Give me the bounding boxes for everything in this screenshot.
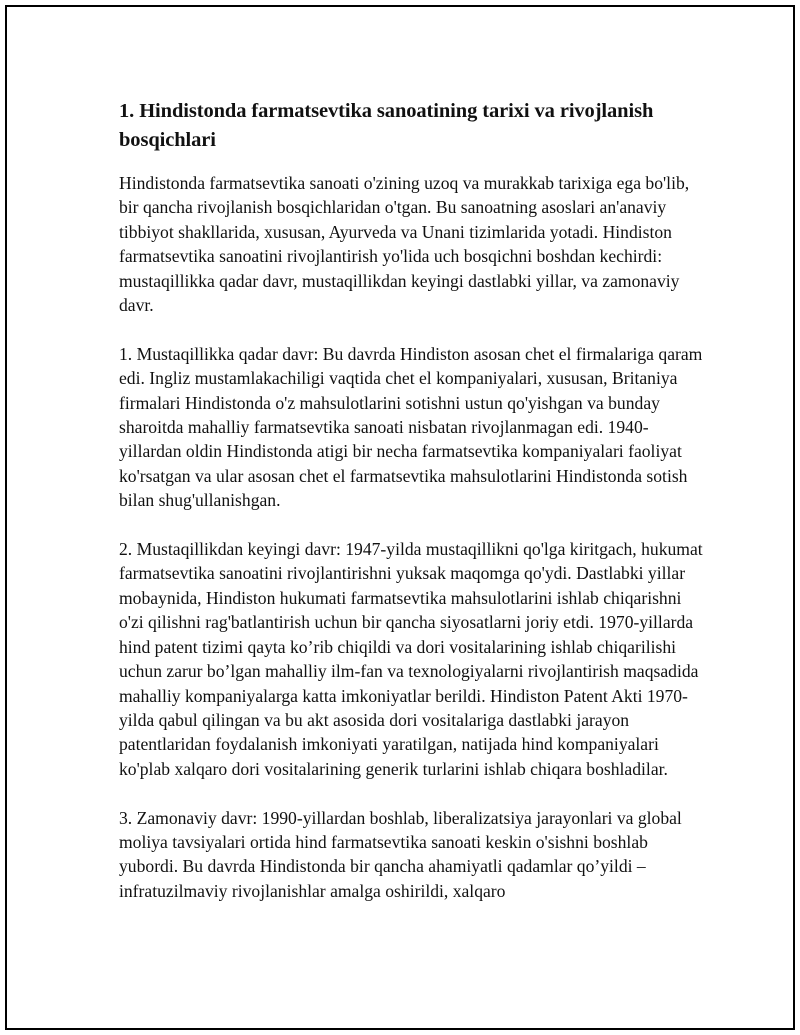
page-frame [5,5,795,1030]
post-independence-paragraph: 2. Mustaqillikdan keyingi davr: 1947-yilda mustaqillikni qo'lga kiritgach, hukumat farmatsevtika sanoatini rivojlantirishni yuksak maqomga qo'ydi. Dastlabki yillar mobaynida, Hindiston hukumati farmatsevtika mahsulotlarini ishlab chiqarishni o'zi qilishni rag'batlantirish uchun bir qancha siyosatlarni joriy etdi. 1970-yillarda hind patent tizimi qayta ko’rib chiqildi va dori vositalarining ishlab chiqarilishi uchun zarur bo’lgan mahalliy ilm-fan va texnologiyalarni rivojlantirish maqsadida mahalliy kompaniyalarga katta imkoniyatlar berildi. Hindiston Patent Akti 1970-yilda qabul qilingan va bu akt asosida dori vositalariga dastlabki jarayon patentlaridan foydalanish imkoniyati yaratilgan, natijada hind kompaniyalari ko'plab xalqaro dori vositalarining generik turlarini ishlab chiqara boshladilar. [119,539,703,779]
document-body [119,97,709,903]
section-title: 1. Hindistonda farmatsevtika sanoatining tarixi va rivojlanish bosqichlari [119,100,654,151]
intro-paragraph: Hindistonda farmatsevtika sanoati o'zining uzoq va murakkab tarixiga ega bo'lib, bir qancha rivojlanish bosqichlaridan o'tgan. Bu sanoatning asoslari an'anaviy tibbiyot shakllarida, xususan, Ayurveda va Unani tizimlarida yotadi. Hindiston farmatsevtika sanoatini rivojlantirish yo'lida uch bosqichni boshdan kechirdi: mustaqillikka qadar davr, mustaqillikdan keyingi dastlabki yillar, va zamonaviy davr. [119,173,690,316]
modern-period-paragraph: 3. Zamonaviy davr: 1990-yillardan boshlab, liberalizatsiya jarayonlari va global moliya tavsiyalari ortida hind farmatsevtika sanoati keskin o'sishni boshlab yubordi. Bu davrda Hindistonda bir qancha ahamiyatli qadamlar qo’yildi – infratuzilmaviy rivojlanishlar amalga oshirildi, xalqaro [119,807,682,901]
pre-independence-paragraph: 1. Mustaqillikka qadar davr: Bu davrda Hindiston asosan chet el firmalariga qaram edi. Ingliz mustamlakachiligi vaqtida chet el kompaniyalari, xususan, Britaniya firmalari Hindistonda o'z mahsulotlarini sotishni ustun qo'yishgan va bunday sharoitda mahalliy farmatsevtika sanoati nisbatan rivojlanmagan edi. 1940-yillardan oldin Hindistonda atigi bir necha farmatsevtika kompaniyalari faoliyat ko'rsatgan va ular asosan chet el farmatsevtika mahsulotlarini Hindistonda sotish bilan shug'ullanishgan. [119,343,703,511]
